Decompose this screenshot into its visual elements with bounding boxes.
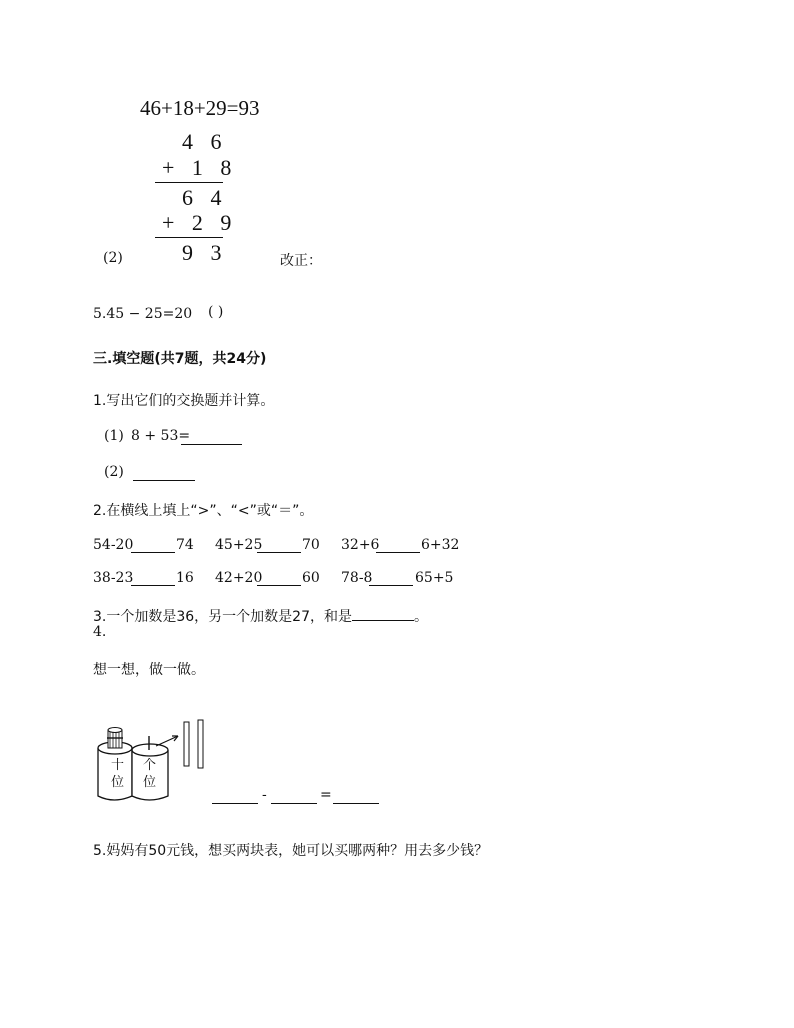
compare-item-right: 74 bbox=[176, 537, 194, 553]
question-4-title: 想一想，做一做。 bbox=[93, 662, 205, 678]
q4-blank-2[interactable] bbox=[271, 789, 317, 804]
answer-parentheses[interactable]: ( ) bbox=[208, 304, 224, 320]
compare-blank[interactable] bbox=[376, 537, 420, 553]
q1-sub1-label: (1) bbox=[104, 428, 124, 444]
minus-sign: - bbox=[262, 787, 267, 803]
compare-blank[interactable] bbox=[131, 537, 175, 553]
ones-label-bottom: 位 bbox=[143, 775, 157, 790]
compare-item-left: 78-8 bbox=[341, 570, 373, 586]
equals-sign: = bbox=[320, 787, 332, 803]
vertical-row-3: 6 4 bbox=[182, 185, 228, 210]
compare-item-left: 32+6 bbox=[341, 537, 380, 553]
q1-sub1-expression: 8 + 53= bbox=[131, 428, 191, 444]
vertical-divider-2 bbox=[155, 237, 223, 238]
compare-item-right: 6+32 bbox=[421, 537, 460, 553]
compare-item-right: 65+5 bbox=[415, 570, 454, 586]
compare-item-left: 54-20 bbox=[93, 537, 134, 553]
question-3-text: 3.一个加数是36，另一个加数是27，和是 bbox=[93, 609, 352, 625]
compare-item-left: 38-23 bbox=[93, 570, 134, 586]
question-3-end: 。 bbox=[414, 609, 428, 625]
compare-item-left: 45+25 bbox=[215, 537, 263, 553]
vertical-equation-title: 46+18+29=93 bbox=[140, 96, 260, 120]
section-title: 三.填空题(共7题，共24分) bbox=[93, 351, 267, 367]
q4-blank-3[interactable] bbox=[333, 789, 379, 804]
compare-item-left: 42+20 bbox=[215, 570, 263, 586]
vertical-row-4: + 2 9 bbox=[162, 210, 238, 235]
q1-sub2-label: (2) bbox=[104, 464, 124, 480]
compare-blank[interactable] bbox=[131, 570, 175, 586]
vertical-row-1: 4 6 bbox=[182, 129, 228, 154]
q3-answer-blank[interactable] bbox=[352, 606, 414, 621]
question-3 bbox=[93, 606, 428, 626]
question-1-title: 1.写出它们的交换题并计算。 bbox=[93, 393, 275, 409]
question-4-number: 4. bbox=[93, 624, 107, 640]
compare-blank[interactable] bbox=[257, 570, 301, 586]
question-2-title: 2.在横线上填上“>”、“<”或“＝”。 bbox=[93, 503, 314, 519]
vertical-row-2: + 1 8 bbox=[162, 155, 238, 180]
loose-sticks bbox=[184, 720, 203, 768]
judge-question-5: 5.45 − 25=20 bbox=[93, 306, 193, 322]
correction-label: 改正： bbox=[280, 253, 322, 269]
tens-label-bottom: 位 bbox=[111, 775, 125, 790]
compare-blank[interactable] bbox=[257, 537, 301, 553]
q1-sub1-answer-blank[interactable] bbox=[181, 428, 242, 445]
tens-label-top: 十 bbox=[111, 758, 125, 773]
vertical-divider-1 bbox=[155, 182, 223, 183]
item-label-2: (2) bbox=[103, 250, 123, 266]
q4-blank-1[interactable] bbox=[212, 789, 258, 804]
compare-blank[interactable] bbox=[369, 570, 413, 586]
compare-item-right: 60 bbox=[302, 570, 320, 586]
ones-label-top: 个 bbox=[143, 758, 157, 773]
q1-sub2-answer-blank[interactable] bbox=[133, 464, 195, 481]
compare-item-right: 16 bbox=[176, 570, 194, 586]
stick-bundle bbox=[107, 728, 123, 749]
vertical-row-5: 9 3 bbox=[182, 240, 228, 265]
compare-item-right: 70 bbox=[302, 537, 320, 553]
question-5: 5.妈妈有50元钱，想买两块表，她可以买哪两种？用去多少钱？ bbox=[93, 843, 489, 859]
